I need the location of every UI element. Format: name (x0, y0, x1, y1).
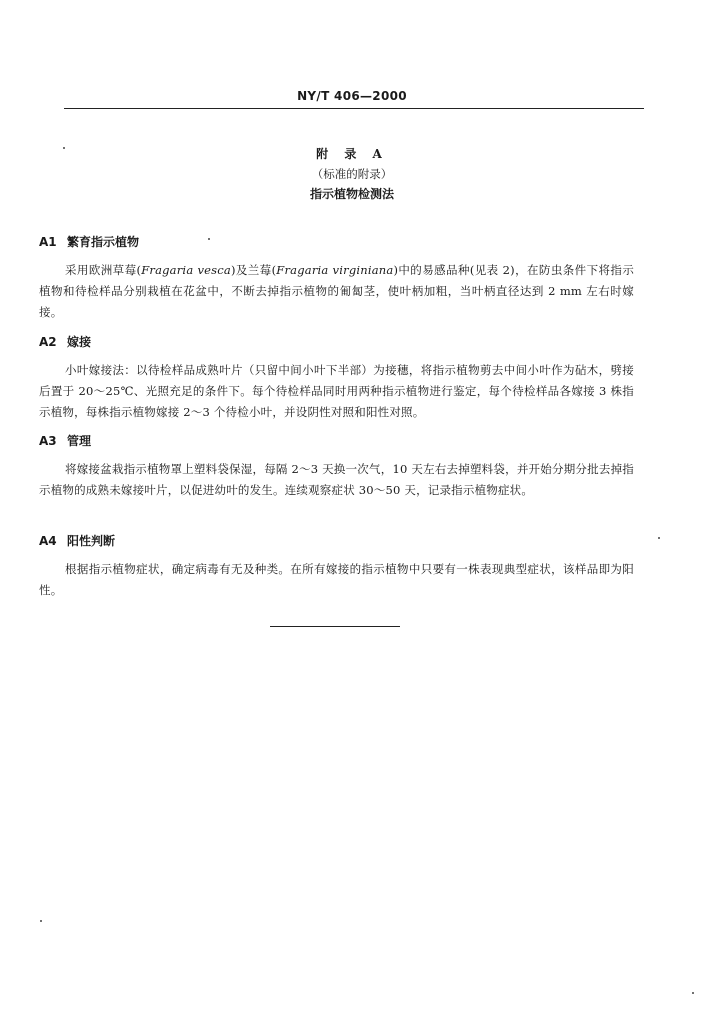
section-body-a1 (39, 260, 634, 323)
section-number: A4 (39, 534, 57, 548)
section-heading-a3 (39, 432, 91, 449)
section-heading-a4 (39, 532, 115, 549)
body-text: )中的易感品种(见表 2)，在防虫条件下将指示植物和待检样品分别栽植在花盆中，不断去掉指示植物的匍匐茎，使叶柄加粗，当叶柄直径达到 2 mm 左右时嫁接。 (39, 263, 635, 319)
scan-speck (692, 992, 694, 994)
section-body-a2: 小叶嫁接法：以待检样品成熟叶片（只留中间小叶下半部）为接穗，将指示植物剪去中间小叶作为砧木，劈接后置于 20～25℃、光照充足的条件下。每个待检样品同时用两种指示植物进行鉴定，每个待检样品各嫁接 3 株指示植物，每株指示植物嫁接 2～3 个待检小叶，并设阴性对照和阳性对照。 (39, 363, 634, 419)
scan-speck (658, 537, 660, 539)
section-title: 管理 (67, 434, 92, 448)
body-text: 采用欧洲草莓( (65, 263, 142, 277)
section-number: A2 (39, 335, 57, 349)
scan-speck (40, 920, 42, 922)
scan-speck (208, 238, 210, 240)
section-body-a4: 根据指示植物症状，确定病毒有无及种类。在所有嫁接的指示植物中只要有一株表现典型症状，该样品即为阳性。 (39, 562, 634, 597)
section-number: A1 (39, 235, 57, 249)
appendix-note: （标准的附录） (311, 167, 393, 181)
section-heading-a2 (39, 333, 91, 350)
scan-speck (63, 147, 65, 149)
section-title: 阳性判断 (67, 534, 116, 548)
header-divider (64, 108, 644, 109)
body-text: )及兰莓( (230, 263, 277, 277)
section-number: A3 (39, 434, 57, 448)
section-title: 繁育指示植物 (67, 235, 140, 249)
section-body-a3: 将嫁接盆栽指示植物罩上塑料袋保湿，每隔 2～3 天换一次气，10 天左右去掉塑料袋，并开始分期分批去掉指示植物的成熟未嫁接叶片，以促进幼叶的发生。连续观察症状 30～50 天，记录指示植物症状。 (39, 462, 634, 497)
section-heading-a1 (39, 233, 139, 250)
section-title: 嫁接 (67, 335, 92, 349)
appendix-subtitle: 指示植物检测法 (309, 187, 394, 201)
appendix-title: 附 录 A (316, 147, 388, 161)
latin-name: Fragaria virginiana (276, 263, 394, 277)
end-divider (270, 626, 400, 627)
latin-name: Fragaria vesca (141, 263, 231, 277)
standard-code: NY/T 406—2000 (297, 89, 407, 103)
